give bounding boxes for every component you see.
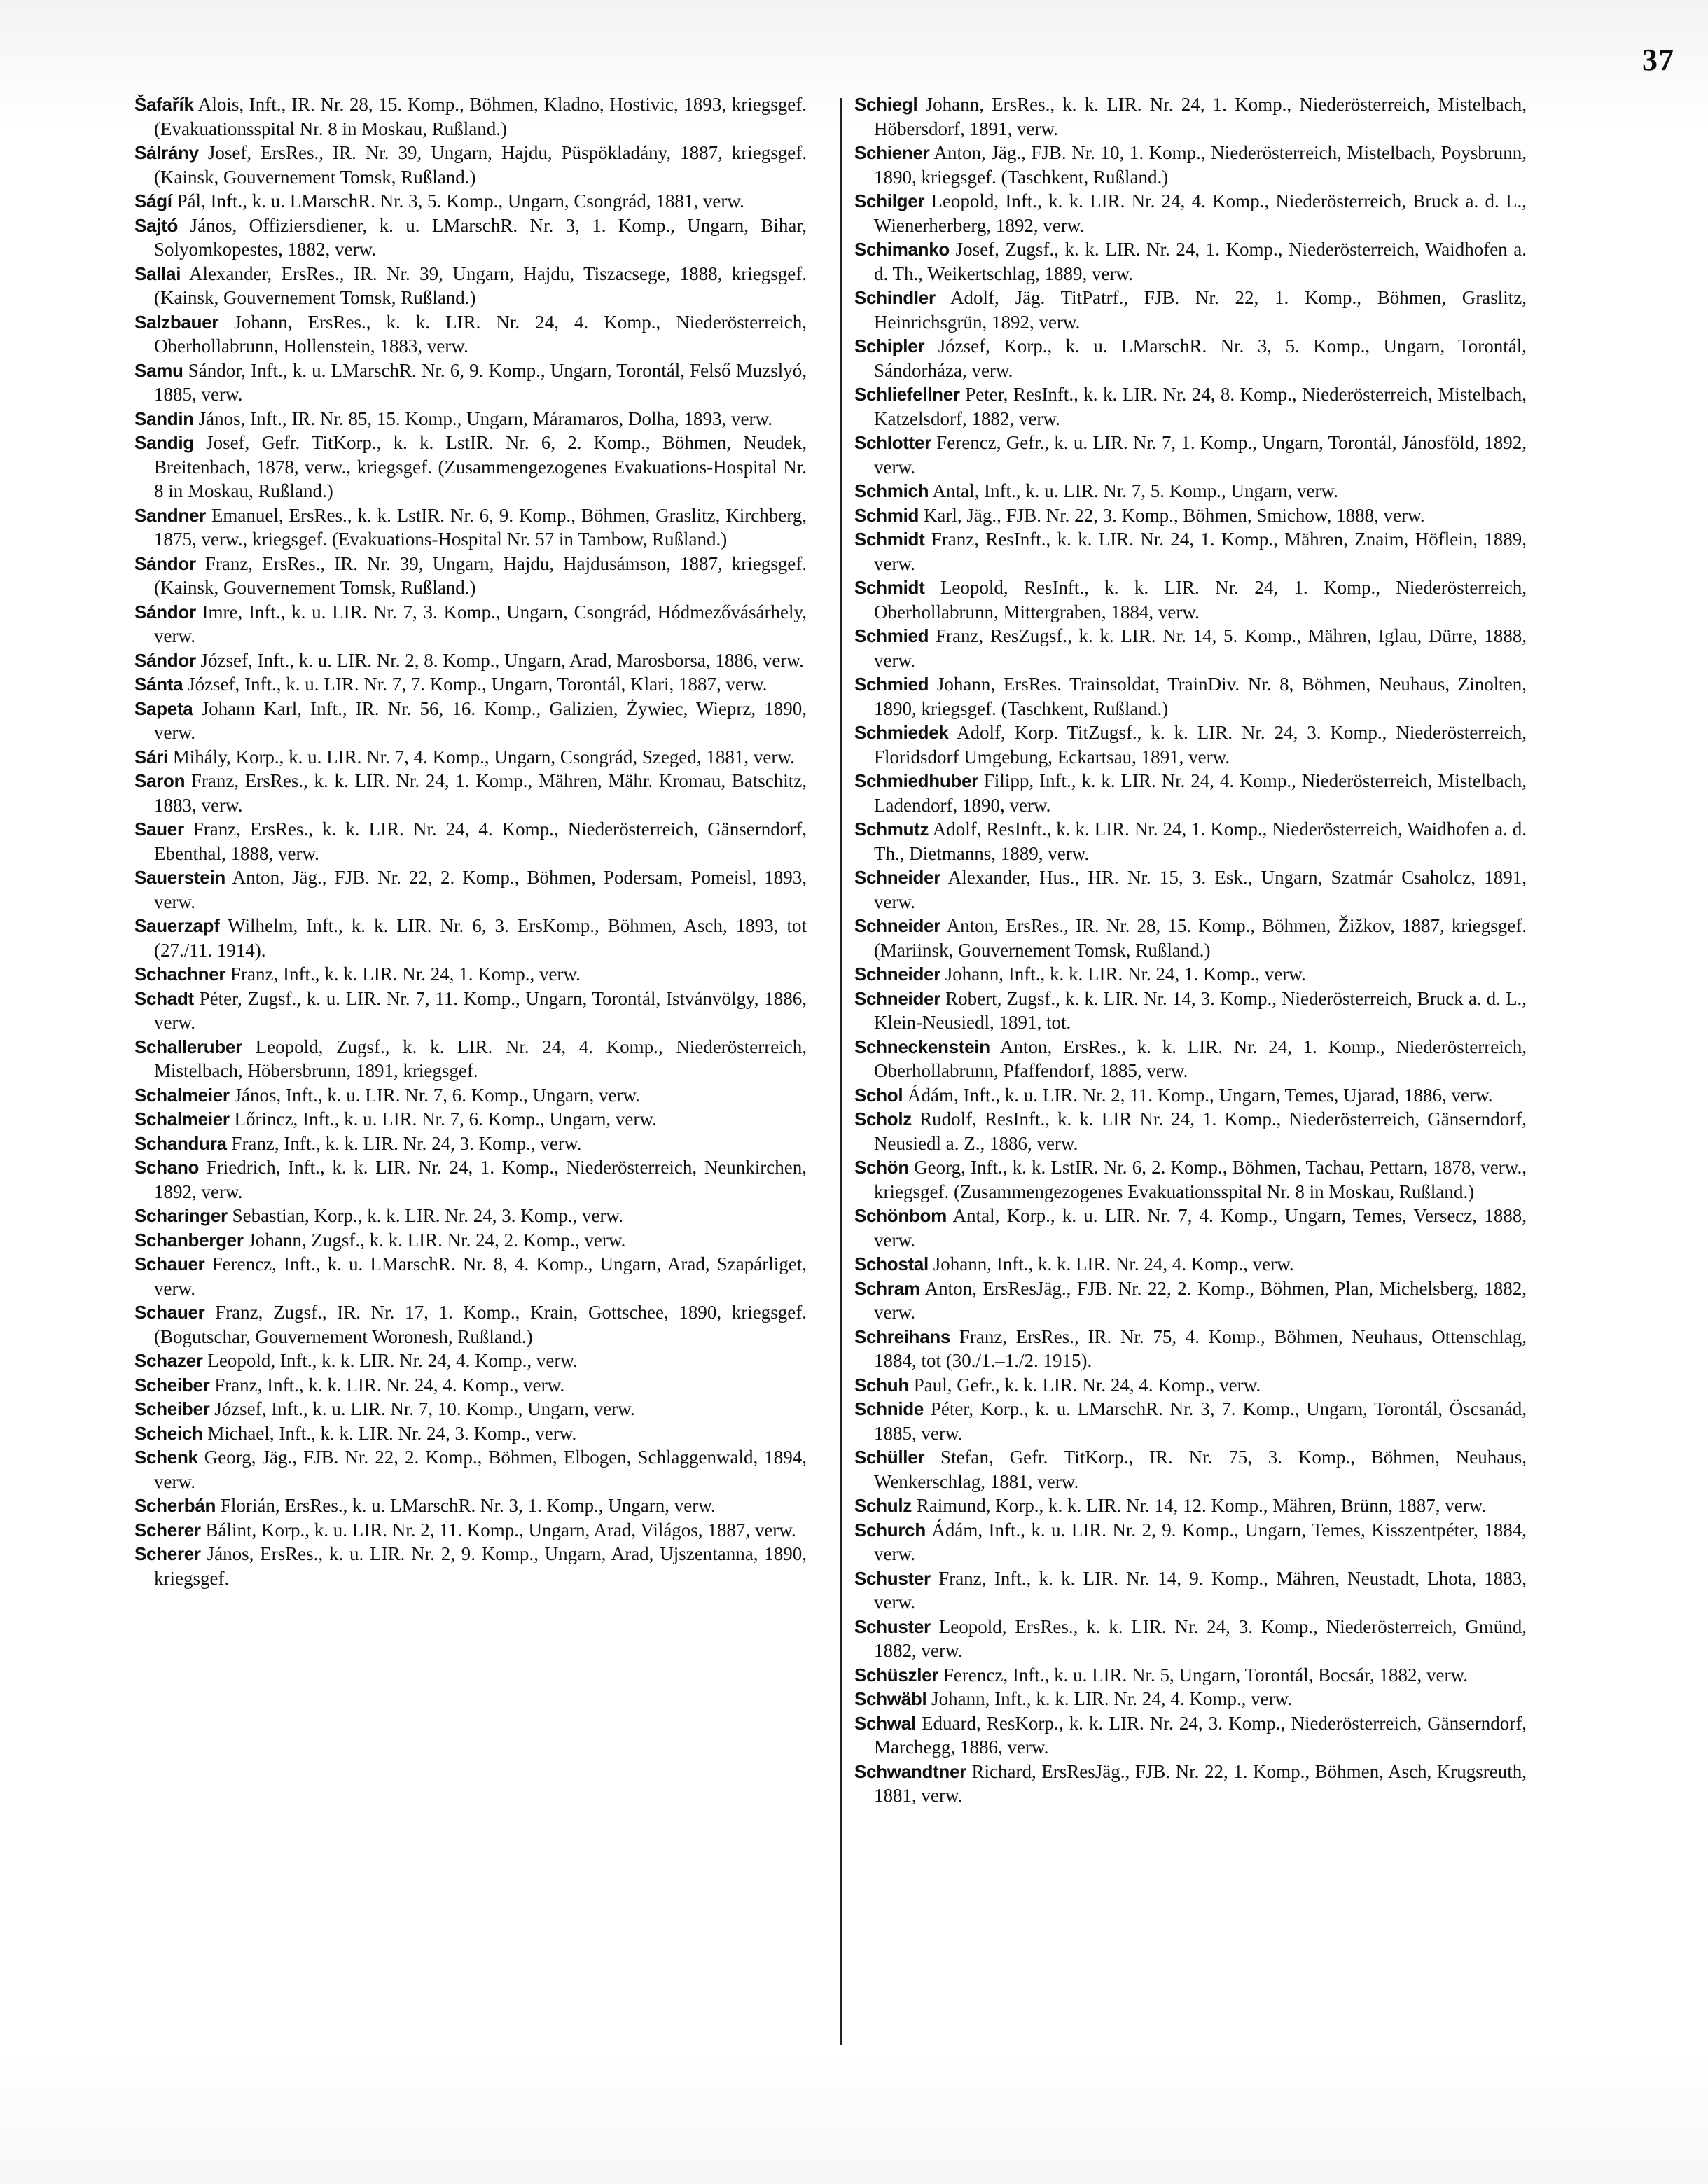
roster-entry — [854, 92, 1527, 141]
entry-details: Franz, Inft., k. k. LIR. Nr. 14, 9. Komp., Mähren, Neustadt, Lhota, 1883, verw. — [874, 1567, 1527, 1613]
entry-details: Richard, ErsResJäg., FJB. Nr. 22, 1. Komp., Böhmen, Asch, Krugsreuth, 1881, verw. — [874, 1760, 1527, 1806]
entry-surname: Schandura — [134, 1132, 227, 1154]
entry-details: Imre, Inft., k. u. LIR. Nr. 7, 3. Komp., Ungarn, Csongrád, Hódmezővásárhely, verw. — [154, 601, 807, 646]
entry-surname: Schwal — [854, 1712, 916, 1734]
roster-entry — [134, 262, 807, 310]
entry-details: Bálint, Korp., k. u. LIR. Nr. 2, 11. Komp., Ungarn, Arad, Világos, 1887, verw. — [205, 1519, 796, 1540]
entry-details: Anton, ErsResJäg., FJB. Nr. 22, 2. Komp., Böhmen, Plan, Michelsberg, 1882, verw. — [874, 1277, 1527, 1323]
roster-entry — [854, 817, 1527, 865]
entry-surname: Sauerzapf — [134, 915, 220, 936]
entry-details: Anton, Jäg., FJB. Nr. 10, 1. Komp., Niederösterreich, Mistelbach, Poysbrunn, 1890, kriegsgef. (Taschkent, Rußland.) — [874, 142, 1527, 188]
roster-entry — [134, 552, 807, 600]
roster-entry — [134, 817, 807, 865]
roster-entry — [134, 1107, 807, 1132]
roster-entry — [854, 1494, 1527, 1518]
entry-surname: Schurch — [854, 1519, 926, 1540]
entry-surname: Schiener — [854, 142, 930, 163]
entry-details: Lőrincz, Inft., k. u. LIR. Nr. 7, 6. Komp., Ungarn, verw. — [234, 1108, 657, 1129]
roster-entry — [134, 1228, 807, 1253]
roster-entry — [134, 1035, 807, 1083]
entry-surname: Schliefellner — [854, 384, 960, 405]
entry-details: Leopold, Inft., k. k. LIR. Nr. 24, 4. Komp., Niederösterreich, Bruck a. d. L., Wienerherberg, 1892, verw. — [874, 190, 1527, 236]
entry-surname: Schostal — [854, 1253, 929, 1274]
entry-surname: Sálrány — [134, 142, 199, 163]
entry-surname: Schneider — [854, 964, 941, 985]
entry-details: Florián, ErsRes., k. u. LMarschR. Nr. 3, 1. Komp., Ungarn, verw. — [220, 1495, 716, 1516]
entry-details: Michael, Inft., k. k. LIR. Nr. 24, 3. Komp., verw. — [207, 1422, 577, 1444]
entry-surname: Sajtó — [134, 214, 179, 236]
roster-entry — [854, 672, 1527, 721]
entry-surname: Schneckenstein — [854, 1036, 990, 1057]
roster-entry — [134, 865, 807, 914]
roster-entry — [854, 1035, 1527, 1083]
entry-details: Antal, Inft., k. u. LIR. Nr. 7, 5. Komp., Ungarn, verw. — [932, 480, 1338, 501]
entry-details: Georg, Inft., k. k. LstIR. Nr. 6, 2. Komp., Böhmen, Tachau, Pettarn, 1878, verw., kriegsgef. (Zusammengezogenes Evakuationsspital Nr. 8 in Moskau, Rußland.) — [874, 1157, 1527, 1202]
roster-entry — [134, 672, 807, 697]
roster-entry — [854, 237, 1527, 286]
roster-entry — [854, 1325, 1527, 1373]
entry-details: Adolf, Jäg. TitPatrf., FJB. Nr. 22, 1. Komp., Böhmen, Graslitz, Heinrichsgrün, 1892, verw. — [874, 287, 1527, 333]
entry-details: Raimund, Korp., k. k. LIR. Nr. 14, 12. Komp., Mähren, Brünn, 1887, verw. — [916, 1495, 1487, 1516]
entry-surname: Schalmeier — [134, 1108, 230, 1129]
entry-surname: Saron — [134, 770, 186, 791]
entry-details: Johann, Inft., k. k. LIR. Nr. 24, 4. Komp., verw. — [933, 1253, 1294, 1274]
roster-entry — [854, 1711, 1527, 1760]
roster-entry — [134, 1132, 807, 1156]
roster-entry — [854, 987, 1527, 1035]
roster-entry — [134, 1155, 807, 1204]
entry-surname: Sándor — [134, 601, 196, 622]
entry-surname: Schneider — [854, 867, 941, 888]
roster-entry — [854, 141, 1527, 189]
roster-entry — [134, 1421, 807, 1446]
entry-surname: Schanberger — [134, 1229, 244, 1251]
roster-entry — [134, 1083, 807, 1108]
entry-surname: Schiegl — [854, 94, 918, 115]
entry-details: Franz, Inft., k. k. LIR. Nr. 24, 4. Komp., verw. — [214, 1374, 565, 1396]
entry-details: Franz, Inft., k. k. LIR. Nr. 24, 1. Komp., verw. — [230, 964, 581, 985]
entry-details: Filipp, Inft., k. k. LIR. Nr. 24, 4. Komp., Niederösterreich, Mistelbach, Ladendorf, 1890, verw. — [874, 770, 1527, 816]
entry-details: Josef, Zugsf., k. k. LIR. Nr. 24, 1. Komp., Niederösterreich, Waidhofen a. d. Th., Weikertschlag, 1889, verw. — [874, 239, 1527, 284]
entry-details: Franz, Zugsf., IR. Nr. 17, 1. Komp., Krain, Gottschee, 1890, kriegsgef. (Bogutschar, Gouvernement Woronesh, Rußland.) — [154, 1302, 807, 1347]
roster-entry — [134, 1252, 807, 1300]
entry-surname: Sandig — [134, 432, 194, 453]
roster-entry — [854, 1760, 1527, 1808]
entry-details: József, Inft., k. u. LIR. Nr. 7, 7. Komp., Ungarn, Torontál, Klari, 1887, verw. — [188, 674, 768, 695]
roster-entry — [134, 769, 807, 817]
entry-details: Adolf, Korp. TitZugsf., k. k. LIR. Nr. 24, 3. Komp., Niederösterreich, Floridsdorf Umgebung, Eckartsau, 1891, verw. — [874, 722, 1527, 767]
roster-entry — [854, 1252, 1527, 1277]
page-number: 37 — [1642, 43, 1674, 77]
entry-surname: Salzbauer — [134, 311, 219, 333]
entry-surname: Schüller — [854, 1447, 925, 1468]
entry-surname: Schuster — [854, 1615, 931, 1637]
roster-entry — [854, 962, 1527, 987]
roster-entry — [854, 1397, 1527, 1445]
roster-entry — [134, 962, 807, 987]
entry-details: Johann, ErsRes., k. k. LIR. Nr. 24, 4. Komp., Niederösterreich, Oberhollabrunn, Hollenstein, 1883, verw. — [154, 311, 807, 356]
roster-entry — [854, 1277, 1527, 1325]
entry-surname: Sándor — [134, 649, 196, 671]
entry-surname: Ságí — [134, 190, 172, 211]
entry-surname: Schmid — [854, 504, 919, 526]
entry-details: Paul, Gefr., k. k. LIR. Nr. 24, 4. Komp., verw. — [913, 1374, 1261, 1396]
entry-surname: Schimanko — [854, 239, 950, 260]
roster-entry — [134, 987, 807, 1035]
entry-details: Péter, Korp., k. u. LMarschR. Nr. 3, 7. Komp., Ungarn, Torontál, Öscsanád, 1885, verw. — [874, 1398, 1527, 1444]
entry-surname: Schalmeier — [134, 1084, 230, 1106]
roster-entry — [854, 382, 1527, 431]
entry-surname: Schnide — [854, 1398, 924, 1419]
roster-entry — [854, 624, 1527, 672]
roster-entry — [134, 92, 807, 141]
entry-details: Georg, Jäg., FJB. Nr. 22, 2. Komp., Böhmen, Elbogen, Schlaggenwald, 1894, verw. — [154, 1447, 807, 1492]
entry-details: Sándor, Inft., k. u. LMarschR. Nr. 6, 9. Komp., Ungarn, Torontál, Felső Muzslyó, 1885, verw. — [154, 359, 807, 405]
roster-entry — [134, 503, 807, 552]
entry-surname: Schulz — [854, 1495, 912, 1516]
entry-surname: Schuh — [854, 1374, 909, 1396]
entry-surname: Schwäbl — [854, 1688, 927, 1709]
roster-entry — [854, 576, 1527, 624]
entry-surname: Schalleruber — [134, 1036, 242, 1057]
entry-details: János, ErsRes., k. u. LIR. Nr. 2, 9. Komp., Ungarn, Arad, Ujszentanna, 1890, kriegsgef. — [154, 1543, 807, 1589]
entry-surname: Sauerstein — [134, 867, 225, 888]
entry-details: Josef, ErsRes., IR. Nr. 39, Ungarn, Hajdu, Püspökladány, 1887, kriegsgef. (Kainsk, Gouvernement Tomsk, Rußland.) — [154, 142, 807, 188]
entry-surname: Sallai — [134, 263, 181, 284]
roster-entry — [134, 1518, 807, 1543]
roster-entry — [854, 189, 1527, 237]
entry-details: Mihály, Korp., k. u. LIR. Nr. 7, 4. Komp., Ungarn, Csongrád, Szeged, 1881, verw. — [172, 746, 795, 767]
entry-details: Franz, ErsRes., k. k. LIR. Nr. 24, 4. Komp., Niederösterreich, Gänserndorf, Ebenthal, 1888, verw. — [154, 819, 807, 864]
roster-entry — [854, 286, 1527, 334]
entry-details: Sebastian, Korp., k. k. LIR. Nr. 24, 3. Komp., verw. — [232, 1205, 624, 1226]
entry-surname: Schauer — [134, 1302, 205, 1323]
entry-surname: Scheiber — [134, 1398, 210, 1419]
entry-details: Pál, Inft., k. u. LMarschR. Nr. 3, 5. Komp., Ungarn, Csongrád, 1881, verw. — [176, 190, 744, 211]
entry-details: Alois, Inft., IR. Nr. 28, 15. Komp., Böhmen, Kladno, Hostivic, 1893, kriegsgef. (Evakuationsspital Nr. 8 in Moskau, Rußland.) — [154, 94, 807, 139]
roster-entry — [854, 334, 1527, 382]
entry-surname: Scheiber — [134, 1374, 210, 1396]
entry-surname: Schüszler — [854, 1664, 939, 1685]
entry-details: Johann, Inft., k. k. LIR. Nr. 24, 4. Komp., verw. — [931, 1688, 1293, 1709]
roster-entry — [134, 1300, 807, 1349]
roster-entry — [854, 914, 1527, 962]
entry-surname: Schreihans — [854, 1326, 951, 1347]
entry-details: Stefan, Gefr. TitKorp., IR. Nr. 75, 3. Komp., Böhmen, Neuhaus, Wenkerschlag, 1881, verw. — [874, 1447, 1527, 1492]
entry-surname: Sandin — [134, 408, 194, 429]
roster-entry — [134, 407, 807, 431]
entry-details: Anton, ErsRes., k. k. LIR. Nr. 24, 1. Komp., Niederösterreich, Oberhollabrunn, Pfaffendorf, 1885, verw. — [874, 1036, 1527, 1081]
entry-details: Johann, Zugsf., k. k. LIR. Nr. 24, 2. Komp., verw. — [248, 1229, 626, 1251]
entry-details: Ádám, Inft., k. u. LIR. Nr. 2, 9. Komp., Ungarn, Temes, Kisszentpéter, 1884, verw. — [874, 1519, 1527, 1564]
entry-details: Johann Karl, Inft., IR. Nr. 56, 16. Komp., Galizien, Żywiec, Wieprz, 1890, verw. — [154, 697, 807, 743]
entry-surname: Scherer — [134, 1519, 201, 1540]
entry-details: Adolf, ResInft., k. k. LIR. Nr. 24, 1. Komp., Niederösterreich, Waidhofen a. d. Th., Dietmanns, 1889, verw. — [874, 819, 1527, 864]
entry-surname: Scharinger — [134, 1205, 228, 1226]
entry-details: Franz, ResInft., k. k. LIR. Nr. 24, 1. Komp., Mähren, Znaim, Höflein, 1889, verw. — [874, 529, 1527, 574]
entry-surname: Scherer — [134, 1543, 201, 1564]
entry-details: Johann, ErsRes. Trainsoldat, TrainDiv. Nr. 8, Böhmen, Neuhaus, Zinolten, 1890, kriegsgef. (Taschkent, Rußland.) — [874, 674, 1527, 719]
entry-surname: Schmich — [854, 480, 929, 501]
roster-entry — [854, 1373, 1527, 1398]
entry-details: Franz, ErsRes., k. k. LIR. Nr. 24, 1. Komp., Mähren, Mähr. Kromau, Batschitz, 1883, verw. — [154, 770, 807, 816]
entry-surname: Schenk — [134, 1447, 198, 1468]
entry-surname: Scherbán — [134, 1495, 216, 1516]
entry-details: Karl, Jäg., FJB. Nr. 22, 3. Komp., Böhmen, Smichow, 1888, verw. — [923, 504, 1425, 526]
entry-details: József, Inft., k. u. LIR. Nr. 7, 10. Komp., Ungarn, verw. — [214, 1398, 635, 1419]
entry-surname: Sandner — [134, 504, 206, 526]
roster-entry — [134, 1542, 807, 1590]
entry-details: Johann, Inft., k. k. LIR. Nr. 24, 1. Komp., verw. — [945, 964, 1306, 985]
entry-details: Ferencz, Inft., k. u. LIR. Nr. 5, Ungarn, Torontál, Bocsár, 1882, verw. — [943, 1664, 1468, 1685]
entry-surname: Schachner — [134, 964, 226, 985]
entry-details: Anton, Jäg., FJB. Nr. 22, 2. Komp., Böhmen, Podersam, Pomeisl, 1893, verw. — [154, 867, 807, 912]
entry-surname: Schmiedek — [854, 722, 949, 743]
roster-entry — [854, 431, 1527, 479]
roster-entry — [854, 1083, 1527, 1108]
entry-details: Antal, Korp., k. u. LIR. Nr. 7, 4. Komp., Ungarn, Temes, Versecz, 1888, verw. — [874, 1205, 1527, 1251]
entry-details: János, Offiziersdiener, k. u. LMarschR. Nr. 3, 1. Komp., Ungarn, Bihar, Solyomkopestes, 1882, verw. — [154, 214, 807, 260]
roster-entry — [134, 214, 807, 262]
entry-details: Franz, ErsRes., IR. Nr. 39, Ungarn, Hajdu, Hajdusámson, 1887, kriegsgef. (Kainsk, Gouvernement Tomsk, Rußland.) — [154, 552, 807, 598]
left-column — [134, 92, 807, 2095]
right-column — [854, 92, 1527, 2095]
entry-surname: Schmiedhuber — [854, 770, 978, 791]
entry-details: Eduard, ResKorp., k. k. LIR. Nr. 24, 3. Komp., Niederösterreich, Gänserndorf, Marchegg, 1886, verw. — [874, 1712, 1527, 1758]
entry-details: Rudolf, ResInft., k. k. LIR Nr. 24, 1. Komp., Niederösterreich, Gänserndorf, Neusiedl a. Z., 1886, verw. — [874, 1108, 1527, 1154]
entry-details: Franz, ErsRes., IR. Nr. 75, 4. Komp., Böhmen, Neuhaus, Ottenschlag, 1884, tot (30./1.–1./2. 1915). — [874, 1326, 1527, 1371]
entry-details: Josef, Gefr. TitKorp., k. k. LstIR. Nr. 6, 2. Komp., Böhmen, Neudek, Breitenbach, 1878, verw., kriegsgef. (Zusammengezogenes Evakuations-Hospital Nr. 8 in Moskau, Rußland.) — [154, 432, 807, 501]
entry-surname: Schneider — [854, 987, 941, 1009]
entry-details: Alexander, ErsRes., IR. Nr. 39, Ungarn, Hajdu, Tiszacsege, 1888, kriegsgef. (Kainsk, Gouvernement Tomsk, Rußland.) — [154, 263, 807, 308]
entry-surname: Schmied — [854, 625, 929, 646]
entry-surname: Schlotter — [854, 432, 931, 453]
roster-entry — [854, 865, 1527, 914]
entry-details: Emanuel, ErsRes., k. k. LstIR. Nr. 6, 9. Komp., Böhmen, Graslitz, Kirchberg, 1875, verw., kriegsgef. (Evakuations-Hospital Nr. 57 in Tambow, Rußland.) — [154, 504, 807, 550]
entry-surname: Schindler — [854, 287, 936, 308]
entry-details: Ferencz, Inft., k. u. LMarschR. Nr. 8, 4. Komp., Ungarn, Arad, Szapárliget, verw. — [154, 1253, 807, 1299]
roster-entry — [854, 721, 1527, 769]
entry-surname: Sánta — [134, 674, 183, 695]
roster-entry — [134, 697, 807, 745]
entry-surname: Samu — [134, 359, 183, 381]
roster-entry — [134, 914, 807, 962]
entry-surname: Schipler — [854, 335, 925, 356]
roster-entry — [134, 1349, 807, 1373]
roster-entry — [134, 359, 807, 407]
entry-details: Leopold, Zugsf., k. k. LIR. Nr. 24, 4. Komp., Niederösterreich, Mistelbach, Höbersbrunn, 1891, kriegsgef. — [154, 1036, 807, 1081]
entry-details: Ferencz, Gefr., k. u. LIR. Nr. 7, 1. Komp., Ungarn, Torontál, Jánosföld, 1892, verw. — [874, 432, 1527, 478]
entry-surname: Schuster — [854, 1567, 931, 1589]
entry-details: Franz, Inft., k. k. LIR. Nr. 24, 3. Komp., verw. — [231, 1132, 582, 1154]
entry-surname: Sapeta — [134, 697, 193, 719]
entry-details: János, Inft., k. u. LIR. Nr. 7, 6. Komp., Ungarn, verw. — [234, 1084, 640, 1106]
entry-details: Leopold, Inft., k. k. LIR. Nr. 24, 4. Komp., verw. — [207, 1350, 578, 1371]
entry-details: Leopold, ErsRes., k. k. LIR. Nr. 24, 3. Komp., Niederösterreich, Gmünd, 1882, verw. — [874, 1615, 1527, 1661]
roster-entry — [854, 1687, 1527, 1711]
entry-surname: Schmied — [854, 674, 929, 695]
entry-details: József, Korp., k. u. LMarschR. Nr. 3, 5. Komp., Ungarn, Torontál, Sándorháza, verw. — [874, 335, 1527, 381]
roster-entry — [134, 1445, 807, 1494]
roster-entry — [854, 527, 1527, 576]
entry-surname: Schwandtner — [854, 1760, 966, 1782]
entry-surname: Schön — [854, 1157, 909, 1178]
roster-entry — [854, 1155, 1527, 1204]
roster-entry — [134, 1494, 807, 1518]
entry-surname: Sauer — [134, 819, 184, 840]
entry-surname: Schönbom — [854, 1205, 947, 1226]
entry-surname: Schram — [854, 1277, 920, 1299]
roster-entry — [854, 1566, 1527, 1615]
entry-surname: Schmutz — [854, 819, 929, 840]
roster-entry — [134, 600, 807, 648]
roster-entry — [854, 1615, 1527, 1663]
entry-surname: Schol — [854, 1084, 903, 1106]
entry-details: Friedrich, Inft., k. k. LIR. Nr. 24, 1. Komp., Niederösterreich, Neunkirchen, 1892, verw. — [154, 1157, 807, 1202]
entry-surname: Scheich — [134, 1422, 203, 1444]
entry-details: Alexander, Hus., HR. Nr. 15, 3. Esk., Ungarn, Szatmár Csaholcz, 1891, verw. — [874, 867, 1527, 912]
entry-surname: Schano — [134, 1157, 200, 1178]
entry-details: Johann, ErsRes., k. k. LIR. Nr. 24, 1. Komp., Niederösterreich, Mistelbach, Höbersdorf, 1891, verw. — [874, 94, 1527, 139]
roster-entry — [854, 1445, 1527, 1494]
entry-details: Péter, Zugsf., k. u. LIR. Nr. 7, 11. Komp., Ungarn, Torontál, Istvánvölgy, 1886, verw. — [154, 987, 807, 1033]
roster-entry — [854, 1518, 1527, 1566]
entry-details: Franz, ResZugsf., k. k. LIR. Nr. 14, 5. Komp., Mähren, Iglau, Dürre, 1888, verw. — [874, 625, 1527, 671]
roster-entry — [134, 1204, 807, 1228]
entry-surname: Schadt — [134, 987, 194, 1009]
entry-details: Anton, ErsRes., IR. Nr. 28, 15. Komp., Böhmen, Žižkov, 1887, kriegsgef. (Mariinsk, Gouvernement Tomsk, Rußland.) — [874, 915, 1527, 961]
roster-entry — [854, 1663, 1527, 1688]
roster-entry — [134, 1397, 807, 1421]
roster-entry — [134, 1373, 807, 1398]
entry-details: Robert, Zugsf., k. k. LIR. Nr. 14, 3. Komp., Niederösterreich, Bruck a. d. L., Klein-Neusiedl, 1891, tot. — [874, 987, 1527, 1033]
entry-surname: Schilger — [854, 190, 925, 211]
roster-entry — [134, 189, 807, 214]
roster-entry — [134, 431, 807, 503]
entry-surname: Scholz — [854, 1108, 912, 1129]
entry-surname: Sári — [134, 746, 168, 767]
entry-details: Leopold, ResInft., k. k. LIR. Nr. 24, 1. Komp., Niederösterreich, Oberhollabrunn, Mittergraben, 1884, verw. — [874, 577, 1527, 622]
roster-entry — [854, 503, 1527, 528]
entry-details: Wilhelm, Inft., k. k. LIR. Nr. 6, 3. ErsKomp., Böhmen, Asch, 1893, tot (27./11. 1914). — [154, 915, 807, 961]
entry-surname: Schmidt — [854, 529, 925, 550]
roster-entry — [854, 1107, 1527, 1155]
entry-surname: Schazer — [134, 1350, 203, 1371]
entry-details: János, Inft., IR. Nr. 85, 15. Komp., Ungarn, Máramaros, Dolha, 1893, verw. — [198, 408, 772, 429]
entry-surname: Šafařík — [134, 94, 194, 115]
roster-entry — [134, 141, 807, 189]
roster-entry — [854, 1204, 1527, 1252]
roster-entry — [854, 479, 1527, 503]
column-divider — [840, 98, 842, 2045]
roster-entry — [134, 648, 807, 673]
roster-entry — [134, 745, 807, 770]
entry-surname: Schmidt — [854, 577, 925, 598]
entry-details: Peter, ResInft., k. k. LIR. Nr. 24, 8. Komp., Niederösterreich, Mistelbach, Katzelsdorf, 1882, verw. — [874, 384, 1527, 429]
entry-surname: Sándor — [134, 552, 196, 574]
entry-details: József, Inft., k. u. LIR. Nr. 2, 8. Komp., Ungarn, Arad, Marosborsa, 1886, verw. — [200, 649, 804, 671]
entry-details: Ádám, Inft., k. u. LIR. Nr. 2, 11. Komp., Ungarn, Temes, Ujarad, 1886, verw. — [908, 1084, 1493, 1106]
roster-entry — [854, 769, 1527, 817]
entry-surname: Schneider — [854, 915, 941, 936]
roster-entry — [134, 310, 807, 359]
entry-surname: Schauer — [134, 1253, 205, 1274]
